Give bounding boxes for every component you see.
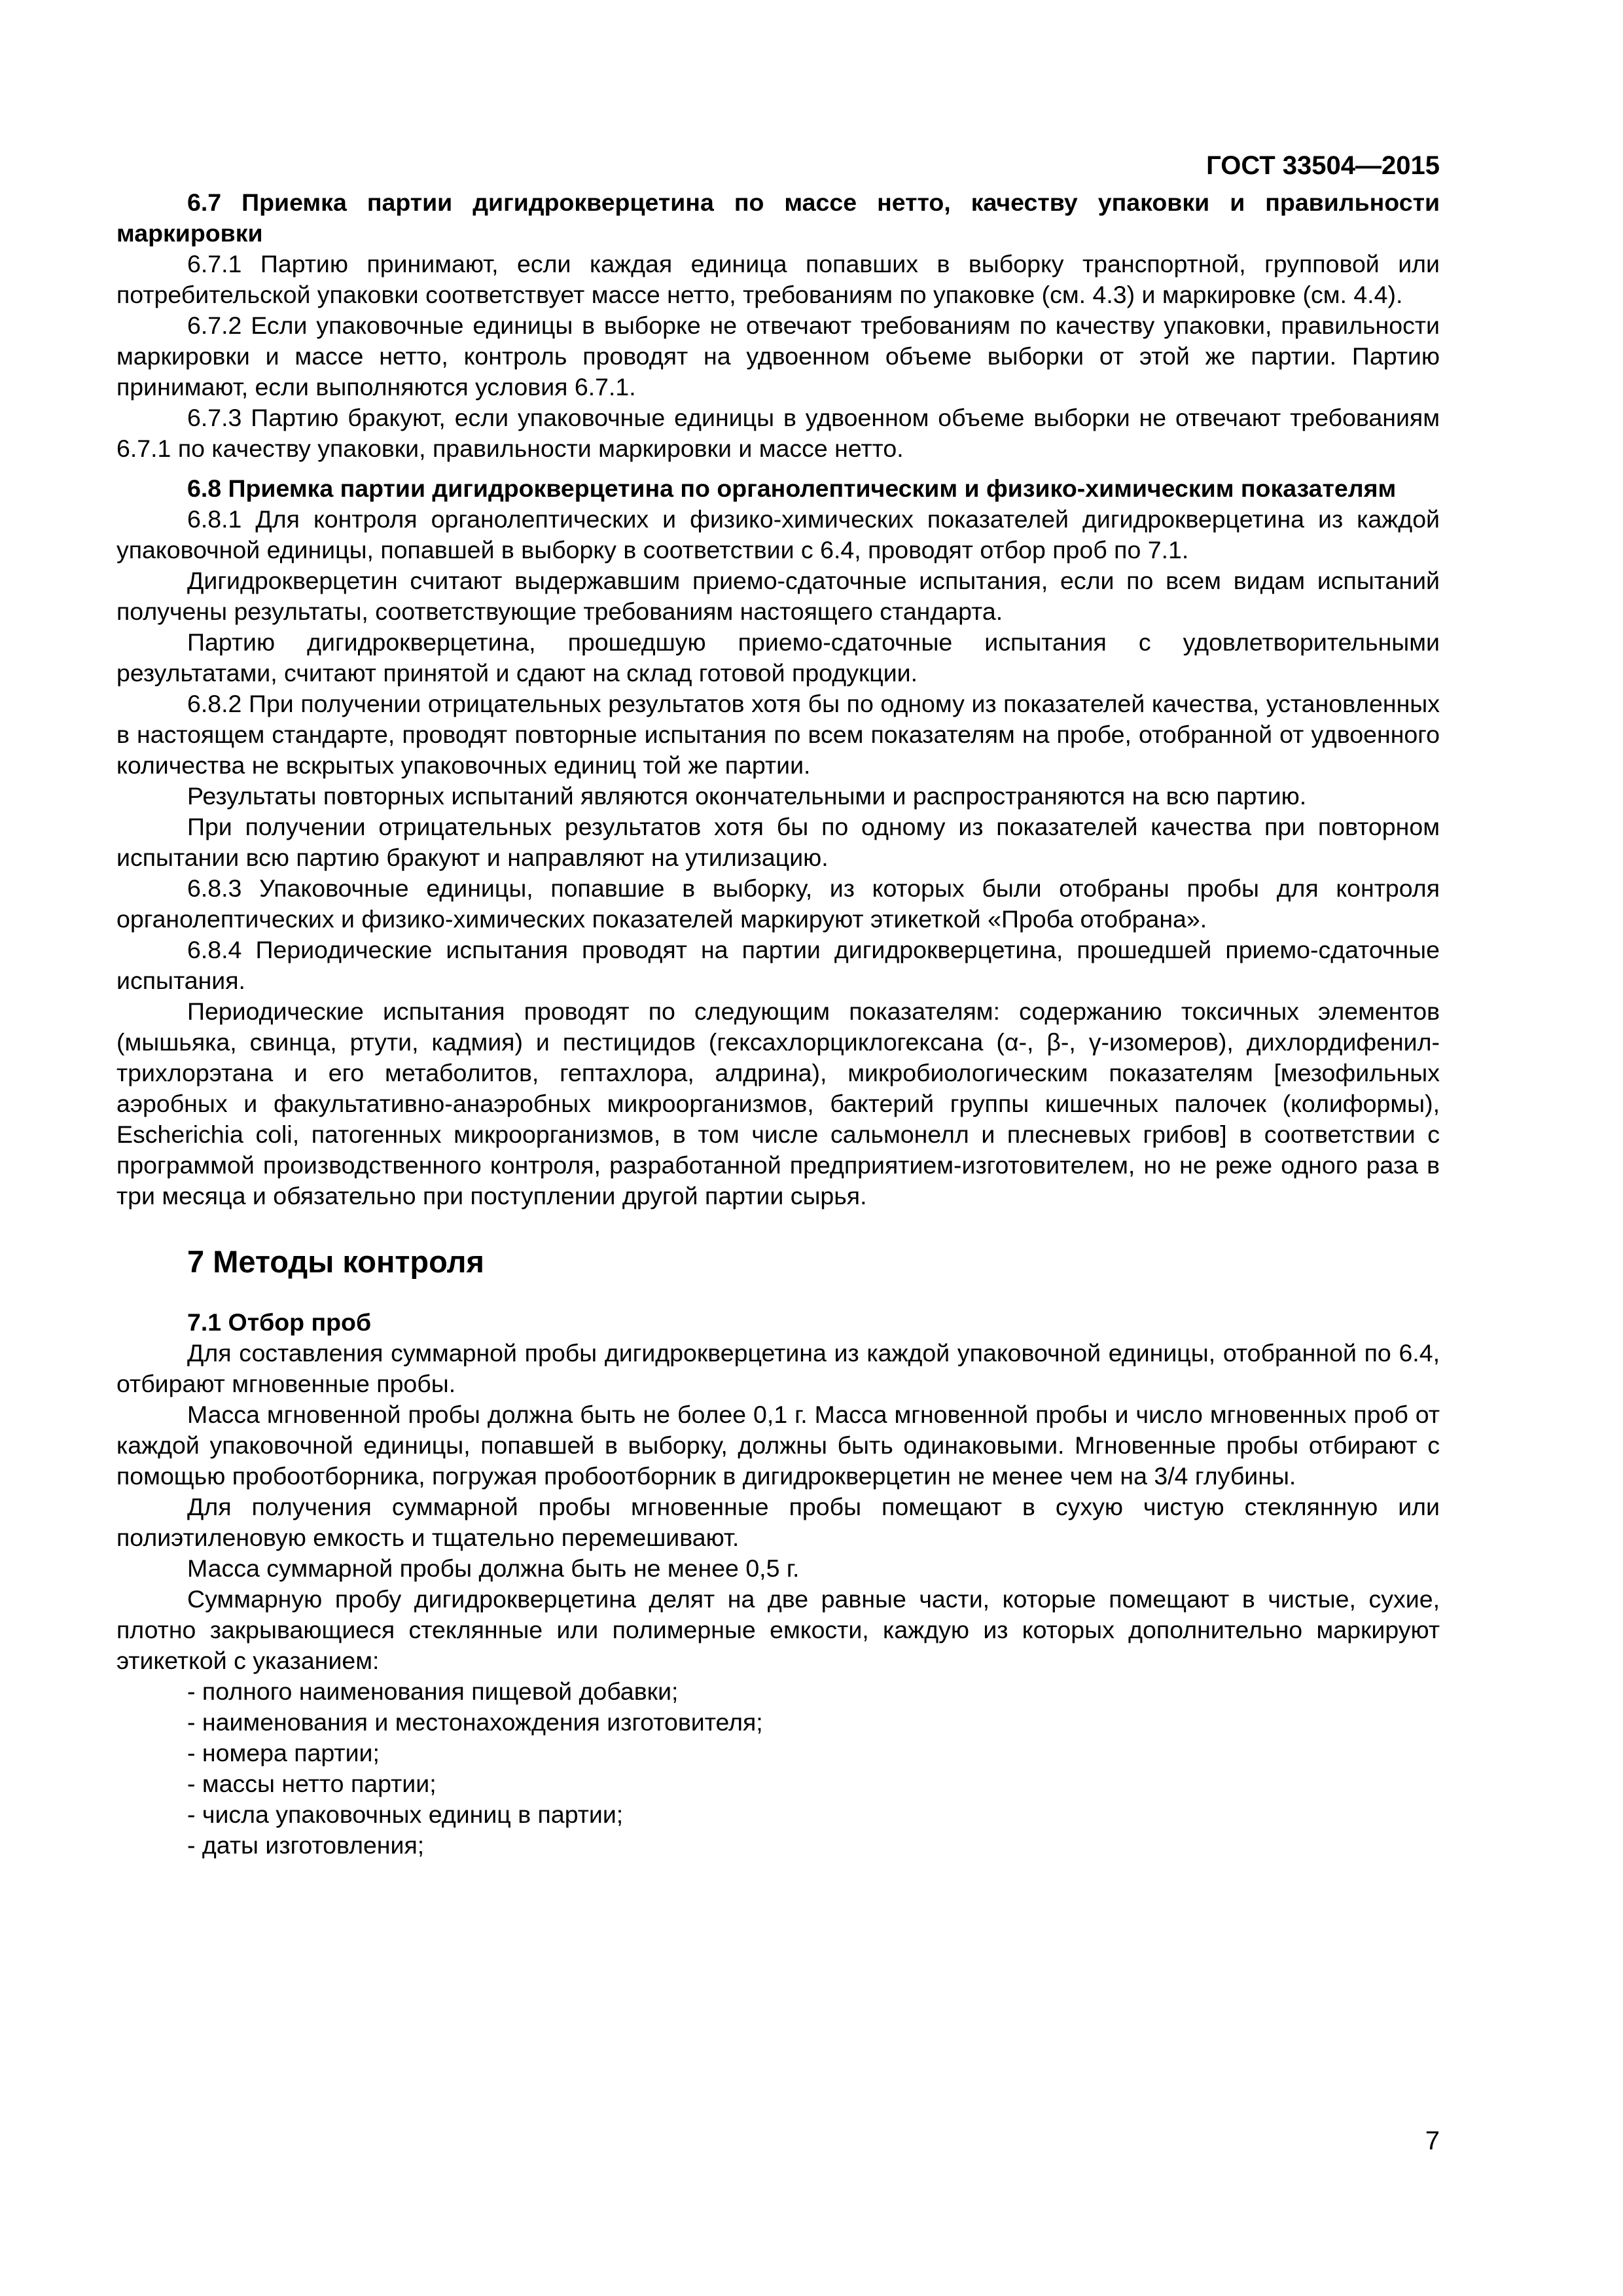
paragraph: 6.8.2 При получении отрицательных результатов хотя бы по одному из показателей качества, установленных в настоящем стандарте, проводят повторные испытания по всем показателям на пробе, отобранной от удвоенного количества не вскрытых упаковочных единиц той же партии. [116,690,1440,779]
document-id: ГОСТ 33504—2015 [1206,151,1440,180]
list-item: - наименования и местонахождения изготовителя; [187,1708,763,1736]
paragraph: Масса суммарной пробы должна быть не менее 0,5 г. [187,1554,800,1582]
paragraph: Периодические испытания проводят по следующим показателям: содержанию токсичных элементов (мышьяка, свинца, ртути, кадмия) и пестицидов (гексахлорциклогексана (α-, β-, γ-изомеров), дихлордифенил-трихлорэтана и его метаболитов, гептахлора, алдрина), микробиологическим показателям [мезофильных аэробных и факультативно-анаэробных микроорганизмов, бактерий группы кишечных палочек (колиформы), Escherichia coli, патогенных микроорганизмов, в том числе сальмонелл и плесневых грибов] в соответствии с программой производственного контроля, разработанной предприятием-изготовителем, но не реже одного раза в три месяца и обязательно при поступлении другой партии сырья. [116,997,1440,1210]
paragraph: Масса мгновенной пробы должна быть не более 0,1 г. Масса мгновенной пробы и число мгновенных проб от каждой упаковочной единицы, попавшей в выборку, должны быть одинаковыми. Мгновенные пробы отбирают с помощью пробоотборника, погружая пробоотборник в дигидрокверцетин не менее чем на 3/4 глубины. [116,1401,1440,1490]
paragraph: 6.8.1 Для контроля органолептических и физико-химических показателей дигидрокверцетина из каждой упаковочной единицы, попавшей в выборку в соответствии с 6.4, проводят отбор проб по 7.1. [116,505,1440,564]
list-item: - номера партии; [187,1739,380,1767]
paragraph: Суммарную пробу дигидрокверцетина делят на две равные части, которые помещают в чистые, сухие, плотно закрывающиеся стеклянные или полимерные емкости, каждую из которых дополнительно маркируют этикеткой с указанием: [116,1585,1440,1674]
subsection-heading: 7.1 Отбор проб [187,1308,372,1336]
list-item: - даты изготовления; [187,1831,425,1859]
list-item: - массы нетто партии; [187,1770,437,1797]
paragraph: Дигидрокверцетин считают выдержавшим приемо-сдаточные испытания, если по всем видам испытаний получены результаты, соответствующие требованиям настоящего стандарта. [116,567,1440,625]
paragraph: При получении отрицательных результатов хотя бы по одному из показателей качества при повторном испытании всю партию бракуют и направляют на утилизацию. [116,813,1440,871]
list-item: - полного наименования пищевой добавки; [187,1677,679,1705]
paragraph: 6.7.2 Если упаковочные единицы в выборке не отвечают требованиям по качеству упаковки, правильности маркировки и массе нетто, контроль проводят на удвоенном объеме выборки от этой же партии. Партию принимают, если выполняются условия 6.7.1. [116,312,1440,401]
section-heading-6-7: 6.7 Приемка партии дигидрокверцетина по массе нетто, качеству упаковки и правильности маркировки [116,188,1440,247]
paragraph: Партию дигидрокверцетина, прошедшую приемо-сдаточные испытания с удовлетворительными результатами, считают принятой и сдают на склад готовой продукции. [116,628,1440,687]
section-heading-6-8: 6.8 Приемка партии дигидрокверцетина по органолептическим и физико-химическим показателям [187,475,1397,502]
paragraph: 6.8.3 Упаковочные единицы, попавшие в выборку, из которых были отобраны пробы для контроля органолептических и физико-химических показателей маркируют этикеткой «Проба отобрана». [116,874,1440,933]
chapter-heading: 7 Методы контроля [187,1244,484,1279]
paragraph: Результаты повторных испытаний являются окончательными и распространяются на всю партию. [187,782,1307,810]
paragraph: Для составления суммарной пробы дигидрокверцетина из каждой упаковочной единицы, отобранной по 6.4, отбирают мгновенные пробы. [116,1339,1440,1397]
paragraph: 6.7.1 Партию принимают, если каждая единица попавших в выборку транспортной, групповой или потребительской упаковки соответствует массе нетто, требованиям по упаковке (см. 4.3) и маркировке (см. 4.4). [116,250,1440,308]
list-item: - числа упаковочных единиц в партии; [187,1801,624,1828]
paragraph: 6.7.3 Партию бракуют, если упаковочные единицы в удвоенном объеме выборки не отвечают требованиям 6.7.1 по качеству упаковки, правильности маркировки и массе нетто. [116,404,1440,462]
paragraph: Для получения суммарной пробы мгновенные пробы помещают в сухую чистую стеклянную или полиэтиленовую емкость и тщательно перемешивают. [116,1493,1440,1551]
page-number: 7 [1425,2126,1440,2155]
paragraph: 6.8.4 Периодические испытания проводят на партии дигидрокверцетина, прошедшей приемо-сдаточные испытания. [116,936,1440,994]
document-page [116,149,1440,1861]
